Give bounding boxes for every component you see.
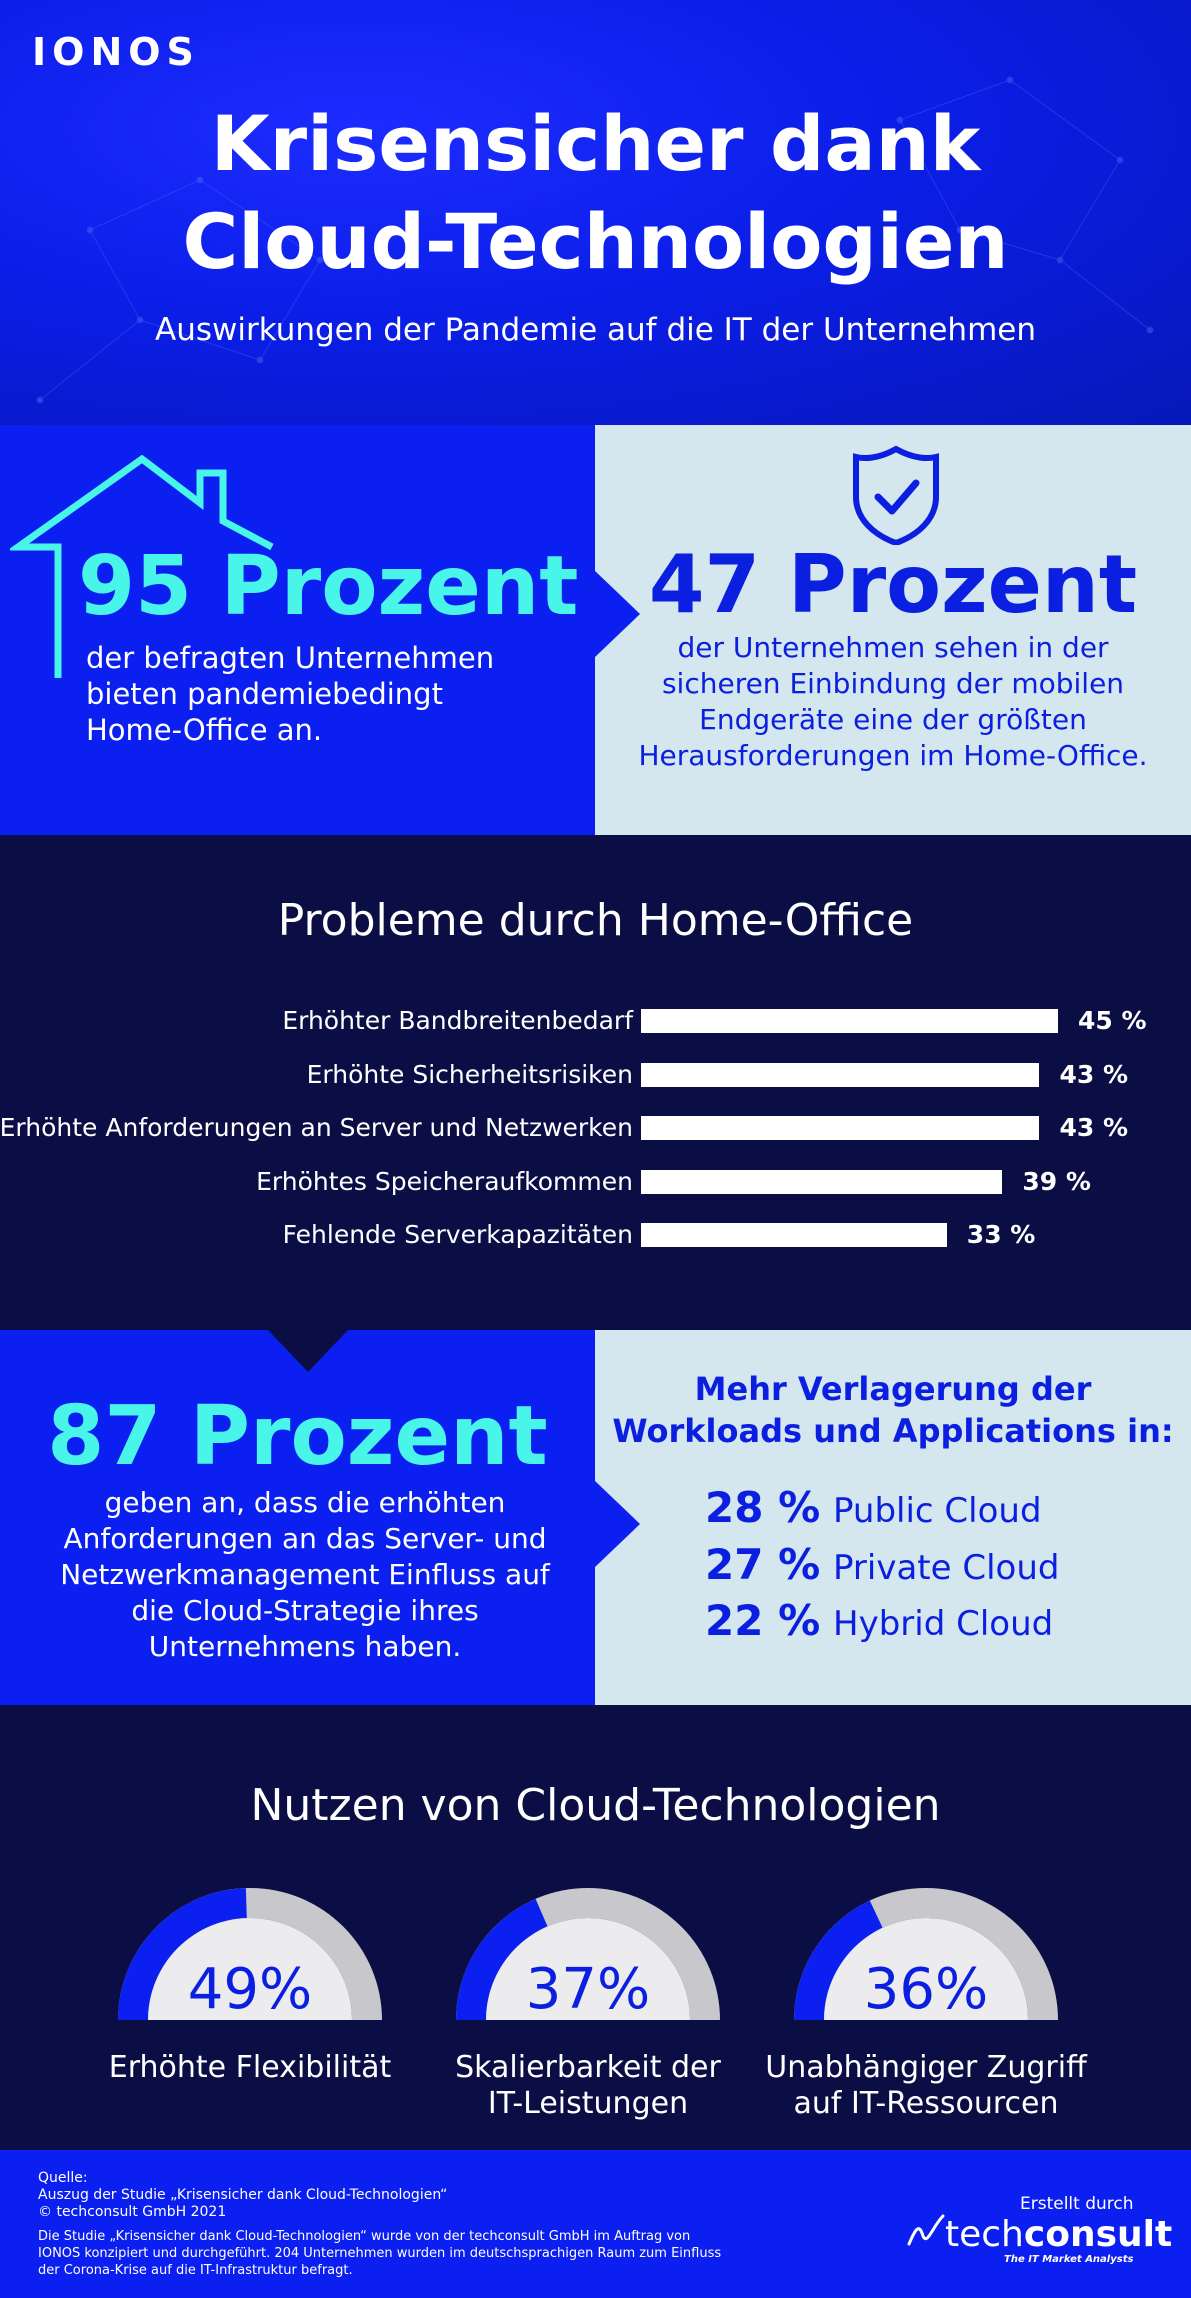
problem-bar <box>641 1063 1039 1087</box>
cloud-strategy-text-line: die Cloud-Strategie ihres <box>131 1594 479 1627</box>
benefit-gauge-flexibility <box>110 1880 390 2030</box>
problem-bar-row <box>0 1163 1191 1203</box>
problem-bar <box>641 1116 1039 1140</box>
cloud-strategy-text-line: Unternehmens haben. <box>148 1630 462 1663</box>
workload-label: Private Cloud <box>833 1548 1060 1588</box>
problem-bar-row <box>0 1056 1191 1096</box>
benefits-title: Nutzen von Cloud-Technologien <box>250 1780 941 1831</box>
title-line-2: Cloud-Technologien <box>182 197 1009 286</box>
page-subtitle: Auswirkungen der Pandemie auf die IT der Unternehmen <box>154 312 1036 348</box>
problem-bar-value: 45 % <box>1078 1006 1147 1035</box>
problem-bar-label: Erhöhter Bandbreitenbedarf <box>282 1006 633 1035</box>
mobile-security-text-line: der Unternehmen sehen in der <box>677 631 1109 664</box>
problem-bar <box>641 1223 947 1247</box>
problem-bar-value: 43 % <box>1059 1060 1128 1089</box>
home-office-text-line: der befragten Unternehmen <box>86 641 495 675</box>
source-line: © techconsult GmbH 2021 <box>38 2204 227 2220</box>
benefit-label-line: Unabhängiger Zugriff <box>765 2050 1087 2085</box>
problem-bar-label: Erhöhtes Speicheraufkommen <box>256 1167 633 1196</box>
gauge-value: 36% <box>863 1957 989 2022</box>
techconsult-tagline: The IT Market Analysts <box>1004 2254 1134 2265</box>
techconsult-swoosh-icon <box>905 2212 945 2250</box>
problems-title: Probleme durch Home-Office <box>277 895 914 946</box>
problem-bar-label: Fehlende Serverkapazitäten <box>282 1220 633 1249</box>
workloads-heading-line: Workloads und Applications in: <box>612 1412 1174 1450</box>
techconsult-logo-part: tech <box>945 2214 1024 2255</box>
benefit-label-line: auf IT-Ressourcen <box>793 2086 1059 2121</box>
home-office-stat-value: 95 Prozent <box>78 539 579 634</box>
study-note-line: Die Studie „Krisensicher dank Cloud-Technologien“ wurde von der techconsult GmbH im Auftrag von <box>38 2229 691 2244</box>
problem-bar <box>641 1009 1058 1033</box>
problem-bar-row <box>0 1002 1191 1042</box>
workload-label: Hybrid Cloud <box>833 1604 1054 1644</box>
benefit-label-line: Erhöhte Flexibilität <box>108 2050 392 2085</box>
study-note-line: IONOS konzipiert und durchgeführt. 204 Unternehmen wurden im deutschsprachigen Raum zum Einfluss <box>38 2246 722 2261</box>
problem-bar <box>641 1170 1002 1194</box>
mobile-security-text-line: Endgeräte eine der größten <box>699 703 1087 736</box>
workloads-heading-line: Mehr Verlagerung der <box>694 1370 1092 1408</box>
cloud-strategy-text-line: Netzwerkmanagement Einfluss auf <box>60 1558 550 1591</box>
problem-bar-value: 33 % <box>966 1220 1036 1249</box>
header-banner <box>0 0 1191 425</box>
problem-bar-label: Erhöhte Sicherheitsrisiken <box>306 1060 633 1089</box>
study-note <box>38 2228 758 2279</box>
gauge-value: 37% <box>525 1957 651 2022</box>
home-office-text-line: bieten pandemiebedingt <box>86 677 443 711</box>
cloud-strategy-text-line: Anforderungen an das Server- und <box>63 1522 547 1555</box>
problem-bar-row <box>0 1216 1191 1256</box>
panel-pointer-arrow <box>594 1480 640 1568</box>
workloads-heading <box>595 1368 1191 1452</box>
techconsult-logo <box>905 2212 1172 2255</box>
created-by-label: Erstellt durch <box>1020 2194 1134 2214</box>
mobile-security-stat-value: 47 Prozent <box>648 538 1138 631</box>
cloud-strategy-stat-text <box>30 1485 580 1665</box>
benefit-label-line: Skalierbarkeit der <box>455 2050 721 2085</box>
workload-percent: 22 % <box>705 1596 821 1645</box>
source-citation <box>38 2170 758 2221</box>
benefit-label <box>80 2050 420 2086</box>
mobile-security-text-line: sicheren Einbindung der mobilen <box>661 667 1125 700</box>
gauge-value: 49% <box>187 1957 313 2022</box>
source-line: Auszug der Studie „Krisensicher dank Cloud-Technologien“ <box>38 2187 448 2203</box>
page-title <box>0 95 1191 291</box>
mobile-security-text-line: Herausforderungen im Home-Office. <box>638 739 1148 772</box>
shield-check-icon <box>852 445 940 545</box>
problem-bar-value: 43 % <box>1059 1113 1128 1142</box>
benefit-gauge-scalability <box>448 1880 728 2030</box>
benefit-label-line: IT-Leistungen <box>487 2086 689 2121</box>
techconsult-logo-part: consult <box>1023 2214 1173 2255</box>
problem-bar-label: Erhöhte Anforderungen an Server und Netzwerken <box>0 1113 633 1142</box>
study-note-line: der Corona-Krise auf die IT-Infrastruktur befragt. <box>38 2263 353 2278</box>
workload-percent: 27 % <box>705 1540 821 1589</box>
mobile-security-stat-text <box>615 630 1171 774</box>
workload-percent: 28 % <box>705 1483 821 1532</box>
benefit-label <box>418 2050 758 2122</box>
home-office-stat-text <box>86 640 526 748</box>
cloud-strategy-stat-value: 87 Prozent <box>47 1389 548 1484</box>
benefit-label <box>756 2050 1096 2122</box>
ionos-logo: IONOS <box>32 30 200 74</box>
problem-bar-value: 39 % <box>1022 1167 1091 1196</box>
cloud-strategy-text-line: geben an, dass die erhöhten <box>104 1486 506 1519</box>
home-office-text-line: Home-Office an. <box>86 713 323 747</box>
workload-label: Public Cloud <box>833 1491 1042 1531</box>
problem-bar-row <box>0 1109 1191 1149</box>
source-line: Quelle: <box>38 2170 88 2186</box>
benefit-gauge-access <box>786 1880 1066 2030</box>
panel-notch <box>268 1330 348 1372</box>
title-line-1: Krisensicher dank <box>210 99 981 188</box>
